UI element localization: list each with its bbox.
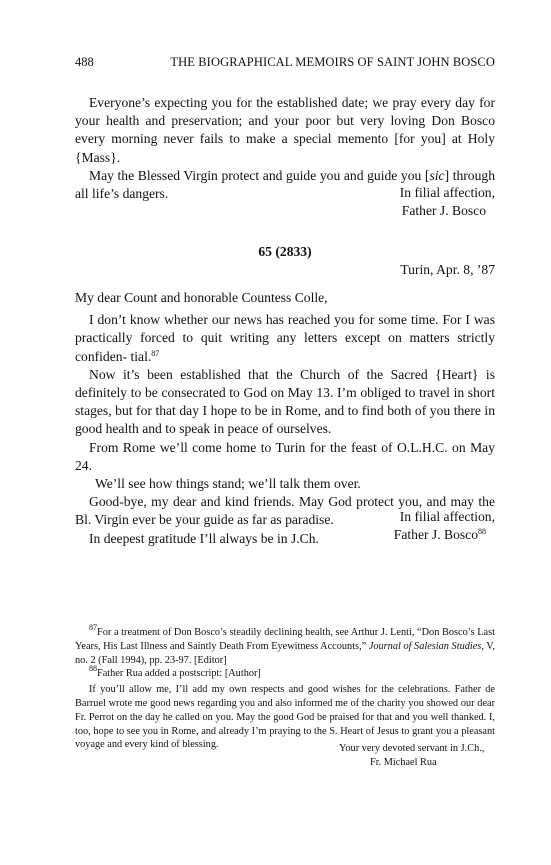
signature: Father J. Bosco: [401, 203, 486, 219]
letter-2-signoff: [75, 508, 495, 544]
text-run: May the Blessed Virgin protect and guide you and guide you [: [89, 167, 430, 183]
text-run: ] through all life’s dangers.: [75, 167, 495, 202]
footnote-mark: 88: [89, 664, 97, 674]
ps-signature: Fr. Michael Rua: [370, 756, 437, 768]
salutation: My dear Count and honorable Countess Colle,: [75, 290, 328, 305]
footnote-ref-87: 87: [151, 348, 160, 358]
closing: In filial affection,: [399, 509, 495, 524]
sic-italic: sic: [429, 167, 445, 183]
text-run: For a treatment of Don Bosco’s steadily declining health, see Arthur J. Lenti, “Don Bosco’s Last Years, His Last Illness and Saintly Death From Eyewitness Accounts,”: [75, 627, 495, 652]
postscript-signoff: [75, 742, 495, 770]
postscript: If you’ll allow me, I’ll add my own respects and good wishes for the celebrations. Father de Barruel wrote me good news regarding you and also informed me of the charity you showed our dear Fr. Perrot on the day he called on you. May the good God be praised for that and you well thanked. I, too, hope to see you in Rome, and already I’m praying to the S. Heart of Jesus to grant you a pleasant voyage and every kind of blessing.: [75, 684, 495, 751]
footnote-mark: 87: [89, 623, 97, 632]
journal-title: Journal of Salesian Studies: [368, 640, 482, 652]
ps-closing: Your very devoted servant in J.Ch.,: [339, 743, 485, 754]
text-run: Father Rua added a postscript: [Author]: [97, 668, 261, 680]
page-number: 488: [75, 55, 94, 69]
letter-2-paragraph: We’ll see how things stand; we’ll talk them over.: [95, 476, 361, 492]
letter-number: 65 (2833): [258, 244, 312, 259]
footnote-88: [75, 664, 495, 681]
letter-place-date: Turin, Apr. 8, ’87: [400, 262, 495, 277]
letter-2-paragraph: Good-bye, my dear and kind friends. May God protect you, and may the Bl. Virgin ever be your guide as far as paradise.: [75, 494, 495, 528]
letter-2-paragraph: Now it’s been established that the Church of the Sacred {Heart} is definitely to be consecrated to God on May 13. I’m obliged to travel in short stages, but for that day I hope to be in Rome, and to find both of you there in good health and to speak in peace of ourselves.: [75, 366, 495, 437]
letter-1-signoff: [75, 184, 495, 220]
closing: In filial affection,: [399, 185, 495, 200]
letter-1-paragraph: Everyone’s expecting you for the established date; we pray every day for your health and preservation; and your poor but very loving Don Bosco every morning never fails to make a special memento [for you] at Holy {Mass}.: [75, 95, 495, 165]
running-title: THE BIOGRAPHICAL MEMOIRS OF SAINT JOHN BOSCO: [170, 55, 495, 69]
letter-2-paragraph: [75, 311, 495, 366]
footnotes: [75, 623, 495, 752]
signature: [75, 526, 495, 544]
footnote-ref-88: 88: [478, 527, 486, 537]
letter-2-paragraph: In deepest gratitude I’ll always be in J.Ch.: [89, 530, 319, 546]
signature-text: Father J. Bosco: [393, 527, 478, 543]
text-run: I don’t know whether our news has reached you for some time. For I was practically forced to quit writing any letters except on matters strictly confiden- tial.: [75, 312, 495, 364]
letter-2-paragraph: From Rome we’ll come home to Turin for the feast of O.L.H.C. on May 24.: [75, 439, 495, 473]
text-run: , V, no. 2 (Fall 1994), pp. 23-97. [Editor]: [75, 640, 495, 666]
footnote-87: [75, 623, 495, 667]
